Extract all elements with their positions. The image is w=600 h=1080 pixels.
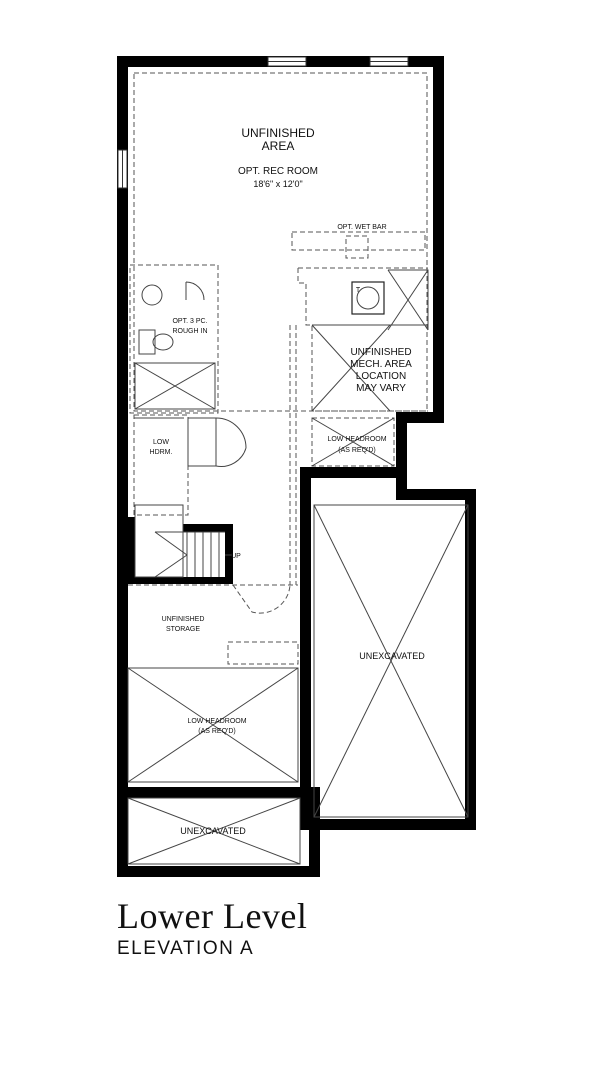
stairs-up-label: UP xyxy=(231,553,241,560)
storage-low-headroom-label-1: LOW HEADROOM xyxy=(187,718,247,725)
plan-subtitle: ELEVATION A xyxy=(117,938,255,959)
bath-label-1: OPT. 3 PC. xyxy=(172,318,208,325)
bath-label-2: ROUGH IN xyxy=(172,328,208,335)
mech-low-headroom-label-2: (AS REQ'D) xyxy=(338,447,376,454)
plan-title: Lower Level xyxy=(117,896,308,936)
storage-label-2: STORAGE xyxy=(165,626,201,633)
mech-label-4: MAY VARY xyxy=(356,383,406,394)
mech-label-2: MECH. AREA xyxy=(350,359,412,370)
storage-low-headroom-label-2: (AS REQ'D) xyxy=(198,728,236,735)
rec-room-label: OPT. REC ROOM xyxy=(237,166,319,177)
title-block xyxy=(117,896,307,960)
mech-label-1: UNFINISHED xyxy=(350,347,412,358)
rec-room-dims: 18'6" x 12'0" xyxy=(253,179,303,189)
interior-dashed-lines xyxy=(128,73,468,864)
low-hdrm-label-2: HDRM. xyxy=(149,449,173,456)
mech-low-headroom-label-1: LOW HEADROOM xyxy=(327,436,387,443)
rec-area-label-2: AREA xyxy=(261,139,295,153)
storage-label-1: UNFINISHED xyxy=(161,616,205,623)
wet-bar-label: OPT. WET BAR xyxy=(337,224,387,231)
mech-label-3: LOCATION xyxy=(355,371,407,382)
unexcavated-right-label: UNEXCAVATED xyxy=(359,651,425,661)
tank-mark: T xyxy=(355,287,361,294)
low-hdrm-label-1: LOW xyxy=(153,439,169,446)
unexcavated-bottom-label: UNEXCAVATED xyxy=(180,826,246,836)
rec-area-label-1: UNFINISHED xyxy=(241,126,315,140)
